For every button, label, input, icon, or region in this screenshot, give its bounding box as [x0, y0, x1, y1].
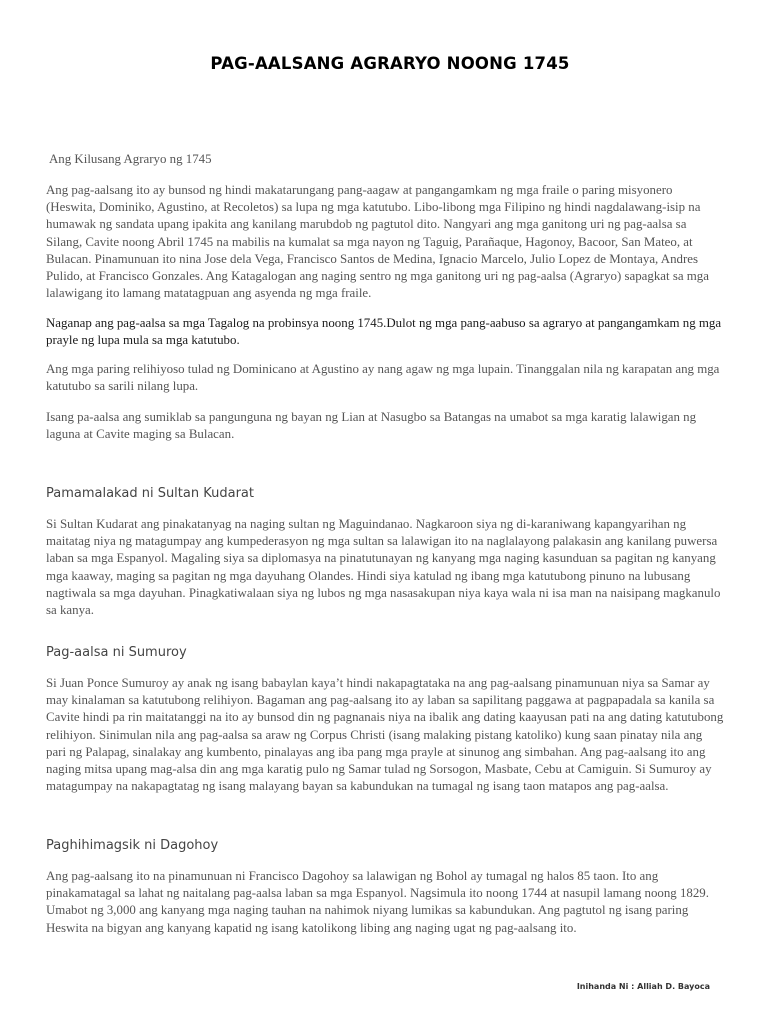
prepared-by-footer: Inihanda Ni : Alliah D. Bayoca — [576, 982, 710, 991]
section-heading-dagohoy: Paghihimagsik ni Dagohoy — [46, 838, 219, 853]
section-body-dagohoy: Ang pag-aalsang ito na pinamunuan ni Francisco Dagohoy sa lalawigan ng Bohol ay tumagal ng halos 85 taon. Ito ang pinakamatagal sa lahat ng naitalang pag-aalsa laban sa mga Espanyol. Nagsimula ito noong 1744 at nasupil lamang noong 1829. Umabot ng 3,000 ang kanyang mga naging tauhan na nahimok niyang lumikas sa kabundukan. Ang pagtutol ng isang paring Heswita na bigyan ang kanyang kapatid ng isang katolikong libing ang naging ugat ng pag-aalsang ito. — [46, 869, 709, 935]
section-heading-sumuroy: Pag-aalsa ni Sumuroy — [46, 645, 187, 660]
document-subtitle: Ang Kilusang Agraryo ng 1745 — [49, 152, 212, 166]
intro-paragraph-2: Naganap ang pag-aalsa sa mga Tagalog na probinsya noong 1745.Dulot ng mga pang-aabuso sa agraryo at pangangamkam ng mga prayle ng lupa mula sa mga katutubo. — [46, 316, 722, 348]
intro-paragraph-3: Ang mga paring relihiyoso tulad ng Dominicano at Agustino ay nang agaw ng mga lupain. Tinanggalan nila ng karapatan ang mga katutubo sa sarili nilang lupa. — [46, 362, 720, 394]
section-heading-sultan-kudarat: Pamamalakad ni Sultan Kudarat — [46, 486, 254, 501]
intro-paragraph-4: Isang pa-aalsa ang sumiklab sa pangunguna ng bayan ng Lian at Nasugbo sa Batangas na umabot sa mga karatig lalawigan ng laguna at Cavite maging sa Bulacan. — [46, 410, 697, 442]
section-body-sultan-kudarat: Si Sultan Kudarat ang pinakatanyag na naging sultan ng Maguindanao. Nagkaroon siya ng di-karaniwang kapangyarihan ng maitatag niya ng matagumpay ang kumpederasyon ng mga sultan sa lalawigan ito na naglalayong palakasin ang kanilang puwersa laban sa mga Espanyol. Magaling siya sa diplomasya na pinatutunayan ng kanyang mga naging kasunduan sa pagitan ng kanyang mga kaaway, maging sa pagitan ng mga dayuhang Olandes. Hindi siya katulad ng ibang mga katutubong pinuno na lubusang nagtiwala sa mga dayuhan. Pinagkatiwalaan siya ng lubos ng mga nasasakupan niya kaya wala ni isa man na naisipang magkanulo sa kanya. — [46, 517, 721, 618]
page-title: PAG-AALSANG AGRARYO NOONG 1745 — [210, 54, 570, 73]
intro-paragraph-1: Ang pag-aalsang ito ay bunsod ng hindi makatarungang pang-aagaw at pangangamkam ng mga fraile o paring misyonero (Heswita, Dominiko, Agustino, at Recoletos) sa lupa ng mga katutubo. Libo-libong mga Filipino ng hindi nagdalawang-isip na humawak ng sandata upang ipakita ang kanilang marubdob ng pagtutol dito. Nangyari ang mga ganitong uri ng pag-aalsa sa Silang, Cavite noong Abril 1745 na mabilis na kumalat sa mga nayon ng Taguig, Parañaque, Hagonoy, Bacoor, San Mateo, at Bulacan. Pinamunuan ito nina Jose dela Vega, Francisco Santos de Medina, Ignacio Marcelo, Julio Lopez de Montaya, Andres Pulido, at Francisco Gonzales. Ang Katagalogan ang naging sentro ng mga ganitong uri ng pag-aalsa (Agraryo) sapagkat sa mga lalawigang ito lamang matatagpuan ang asyenda ng mga fraile. — [46, 183, 709, 301]
section-body-sumuroy: Si Juan Ponce Sumuroy ay anak ng isang babaylan kaya’t hindi nakapagtataka na ang pag-aalsang pinamunuan niya sa Samar ay may kinalaman sa katutubong relihiyon. Bagaman ang pag-aalsang ito ay laban sa sapilitang paggawa at pagpapadala sa kanila sa Cavite hindi pa rin maitatanggi na ito ay bunsod din ng pagnanais niya na ibalik ang dating kaayusan pati na ang dating katutubong relihiyon. Sinimulan nila ang pag-aalsa sa araw ng Corpus Christi (isang malaking pistang katoliko) kung saan pinatay nila ang pari ng Palapag, sinalakay ang kumbento, pinalayas ang iba pang mga prayle at sinunog ang simbahan. Ang pag-aalsang ito ang naging mitsa upang mag-alsa din ang mga karatig pulo ng Samar tulad ng Sorsogon, Masbate, Cebu at Camiguin. Si Sumuroy ay matagumpay na nakapagtatag ng isang malayang bayan sa kabundukan na tumagal ng isang taon matapos ang pag-aalsa. — [46, 676, 724, 794]
